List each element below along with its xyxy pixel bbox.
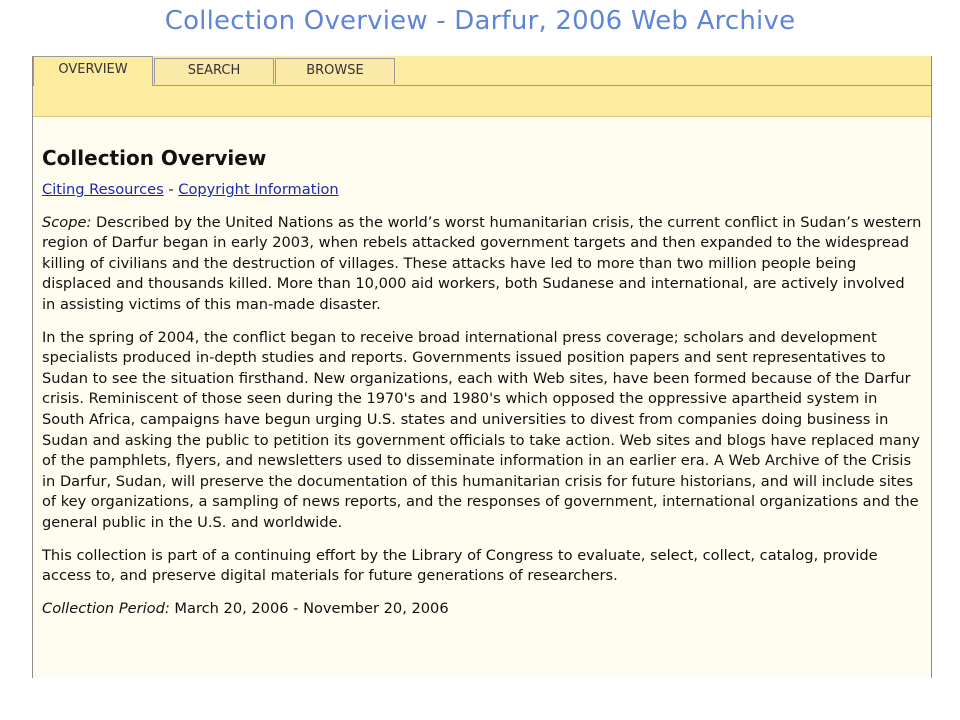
tab-overview[interactable]: OVERVIEW bbox=[33, 56, 153, 86]
tab-search[interactable]: SEARCH bbox=[154, 58, 274, 84]
collection-period bbox=[42, 599, 922, 620]
tab-browse[interactable]: BROWSE bbox=[275, 58, 395, 84]
slide-title: Collection Overview - Darfur, 2006 Web Archive bbox=[164, 6, 796, 36]
link-separator: - bbox=[163, 181, 179, 198]
scope-text: Described by the United Nations as the world’s worst humanitarian crisis, the current conflict in Sudan’s western region of Darfur began in early 2003, when rebels attacked government targets and then expanded to the widespread killing of civilians and the destruction of villages. These attacks have led to more than two million people being displaced and thousands killed. More than 10,000 aid workers, both Sudanese and international, are actively involved in assisting victims of this man-made disaster. bbox=[42, 213, 922, 313]
tab-divider bbox=[153, 85, 931, 86]
resource-links bbox=[42, 180, 922, 201]
period-label: Collection Period: bbox=[42, 599, 170, 617]
archive-page-frame bbox=[32, 56, 932, 678]
copyright-information-link[interactable]: Copyright Information bbox=[178, 181, 339, 198]
overview-content bbox=[42, 144, 922, 619]
collection-heading: Collection Overview bbox=[42, 146, 267, 170]
scope-label: Scope: bbox=[42, 213, 92, 231]
period-value: March 20, 2006 - November 20, 2006 bbox=[169, 599, 449, 617]
scope-paragraph bbox=[42, 213, 922, 316]
citing-resources-link[interactable]: Citing Resources bbox=[42, 181, 164, 198]
loc-effort-paragraph: This collection is part of a continuing effort by the Library of Congress to evaluate, select, collect, catalog, provide access to, and preserve digital materials for future generations of researchers. bbox=[42, 546, 878, 585]
coverage-paragraph: In the spring of 2004, the conflict began to receive broad international press coverage; scholars and development specialists produced in-depth studies and reports. Governments issued position papers and sent representatives to Sudan to see the situation firsthand. New organizations, each with Web sites, have been formed because of the Darfur crisis. Reminiscent of those seen during the 1970's and 1980's which opposed the oppressive apartheid system in South Africa, campaigns have begun urging U.S. states and universities to divest from companies doing business in Sudan and asking the public to petition its government officials to take action. Web sites and blogs have replaced many of the pamphlets, flyers, and newsletters used to disseminate information in an earlier era. A Web Archive of the Crisis in Darfur, Sudan, will preserve the documentation of this humanitarian crisis for future historians, and will include sites of key organizations, a sampling of news reports, and the responses of government, international organizations and the general public in the U.S. and worldwide. bbox=[42, 328, 920, 531]
tab-band bbox=[33, 56, 931, 117]
